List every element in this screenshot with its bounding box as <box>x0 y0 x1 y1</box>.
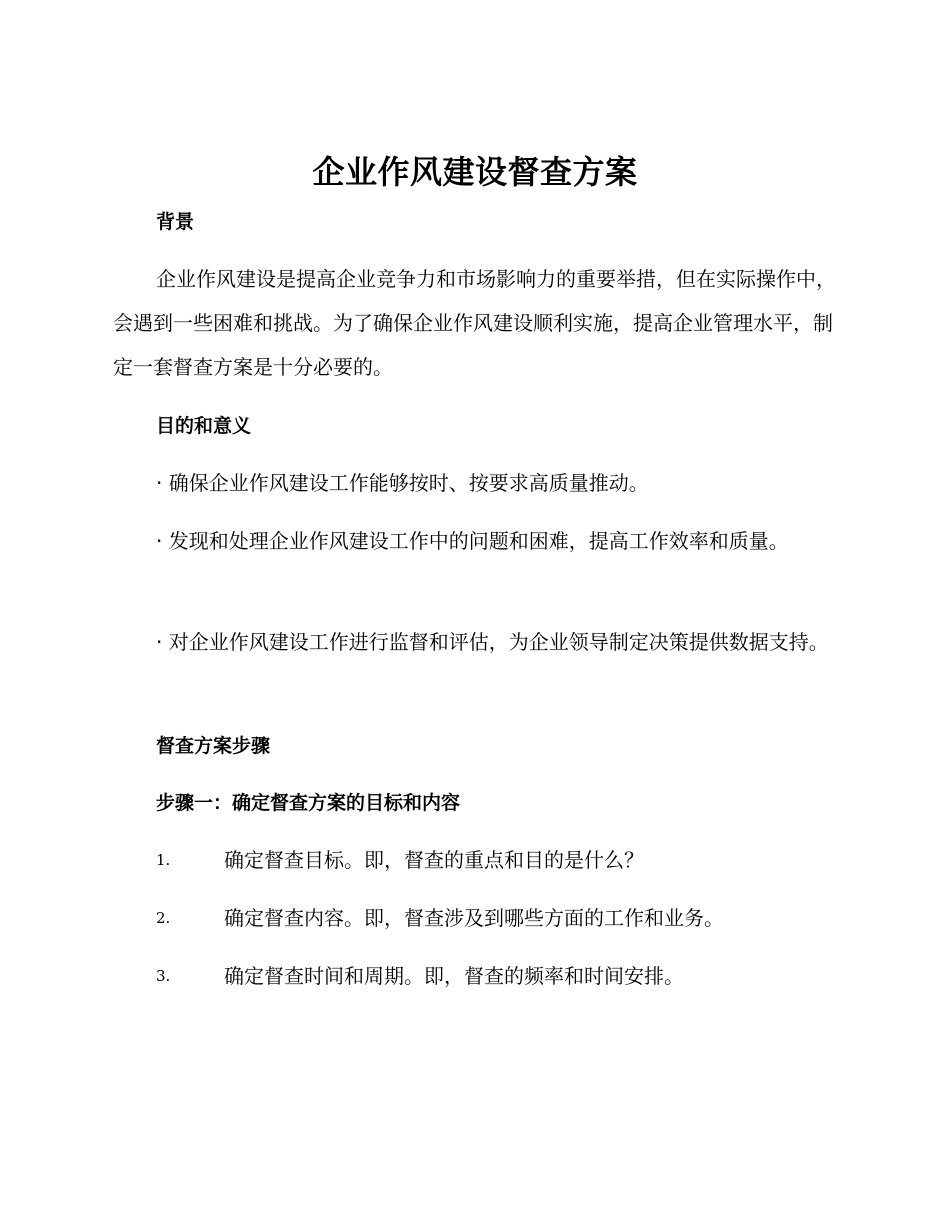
section-heading-purpose: 目的和意义 <box>156 415 252 437</box>
purpose-bullet-2: · 发现和处理企业作风建设工作中的问题和困难，提高工作效率和质量。 <box>156 529 789 553</box>
list-item <box>156 961 856 991</box>
purpose-bullet-1: · 确保企业作风建设工作能够按时、按要求高质量推动。 <box>156 471 649 495</box>
step-one-heading: 步骤一：确定督查方案的目标和内容 <box>156 792 461 814</box>
list-item-text: 确定督查时间和周期。即，督查的频率和时间安排。 <box>224 964 684 988</box>
list-item <box>156 903 856 933</box>
list-number: 1. <box>156 851 171 869</box>
section-heading-background: 背景 <box>156 211 195 233</box>
list-number: 3. <box>156 967 171 985</box>
purpose-bullet-3: · 对企业作风建设工作进行监督和评估，为企业领导制定决策提供数据支持。 <box>156 630 829 654</box>
list-item-text: 确定督查目标。即，督查的重点和目的是什么？ <box>224 848 644 872</box>
section-heading-steps: 督查方案步骤 <box>156 735 271 757</box>
list-item <box>156 845 856 875</box>
list-number: 2. <box>156 909 171 927</box>
list-item-text: 确定督查内容。即，督查涉及到哪些方面的工作和业务。 <box>224 906 724 930</box>
document-title: 企业作风建设督查方案 <box>312 153 638 191</box>
background-paragraph: 企业作风建设是提高企业竞争力和市场影响力的重要举措，但在实际操作中，会遇到一些困难和挑战。为了确保企业作风建设顺利实施，提高企业管理水平，制定一套督查方案是十分必要的。 <box>113 267 836 379</box>
